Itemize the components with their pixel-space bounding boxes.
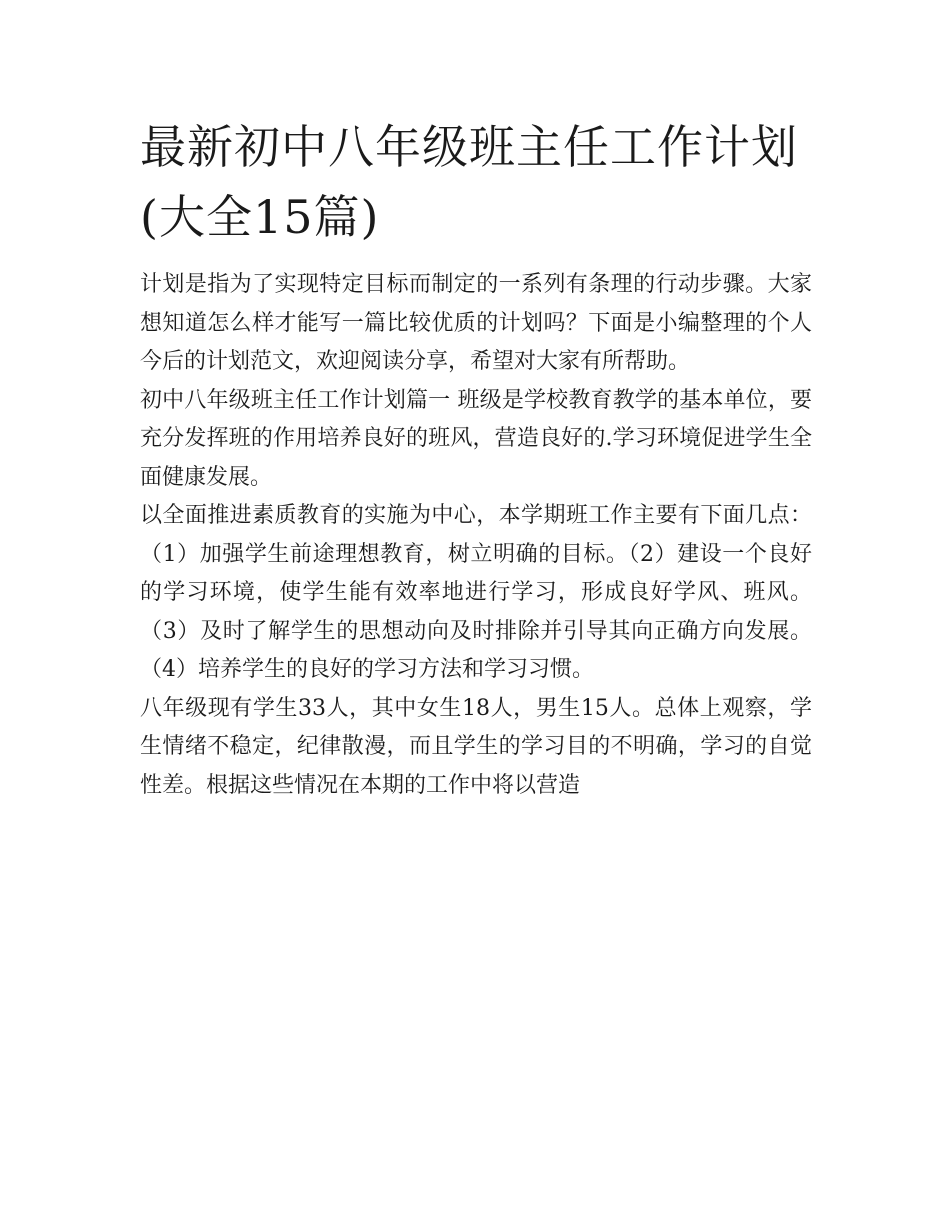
paragraph-class-unit: 初中八年级班主任工作计划篇一 班级是学校教育教学的基本单位，要充分发挥班的作用培养良好的班风，营造良好的.学习环境促进学生全面健康发展。 xyxy=(140,387,812,490)
paragraph-student-status: 八年级现有学生33人，其中女生18人，男生15人。总体上观察，学生情绪不稳定，纪律散漫，而且学生的学习目的不明确，学习的自觉性差。根据这些情况在本期的工作中将以营造 xyxy=(140,695,812,798)
paragraph-work-points: 以全面推进素质教育的实施为中心，本学期班工作主要有下面几点：（1）加强学生前途理想教育，树立明确的目标。（2）建设一个良好的学习环境，使学生能有效率地进行学习，形成良好学风、班风。（3）及时了解学生的思想动向及时排除并引导其向正确方向发展。（4）培养学生的良好的学习方法和学习习惯。 xyxy=(140,503,812,682)
paragraph-intro: 计划是指为了实现特定目标而制定的一系列有条理的行动步骤。大家想知道怎么样才能写一篇比较优质的计划吗？下面是小编整理的个人今后的计划范文，欢迎阅读分享，希望对大家有所帮助。 xyxy=(140,272,812,374)
document-page xyxy=(140,112,812,805)
document-title: 最新初中八年级班主任工作计划(大全15篇) xyxy=(140,120,798,244)
